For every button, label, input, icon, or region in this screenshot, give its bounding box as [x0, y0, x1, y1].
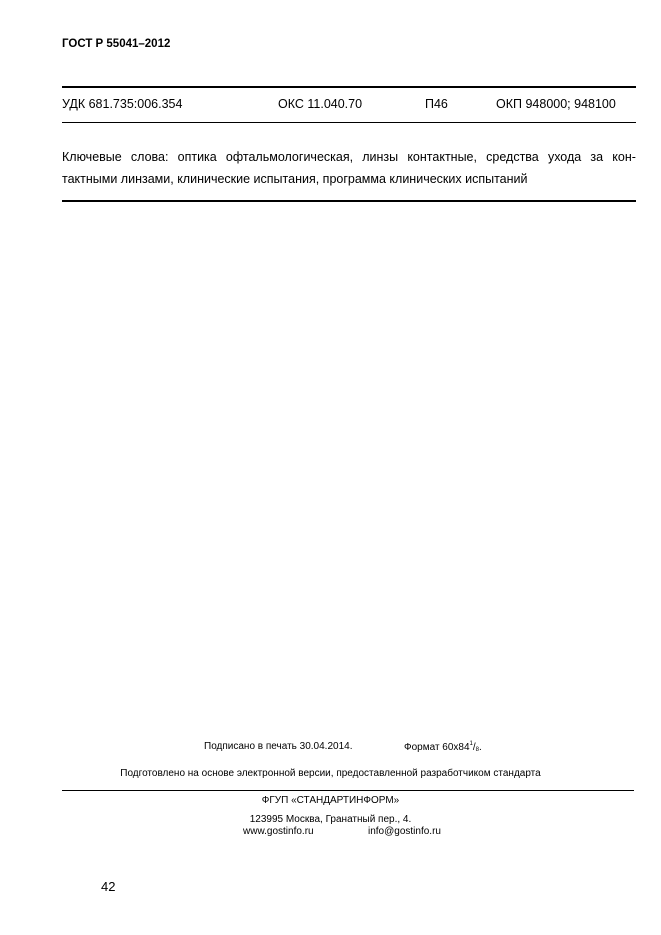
keyword-word: ухода: [547, 150, 582, 164]
publisher-name: ФГУП «СТАНДАРТИНФОРМ»: [261, 795, 400, 806]
keyword-word: кон-: [612, 150, 636, 164]
page-number: 42: [101, 879, 116, 894]
okp-code: ОКП 948000; 948100: [496, 97, 616, 111]
imprint-rule: [62, 790, 634, 791]
print-format: Формат $60x84^1/_8$.: [404, 741, 482, 753]
format-end: .: [479, 742, 482, 753]
format-numerator: 1: [469, 741, 473, 747]
keywords-block: [62, 146, 636, 190]
keyword-word: Ключевые: [62, 150, 122, 164]
keyword-word: офтальмологическая,: [225, 150, 354, 164]
keyword-word: средства: [486, 150, 539, 164]
keywords-line-1: [62, 146, 636, 168]
publisher-email: info@gostinfo.ru: [368, 826, 441, 837]
format-label: Формат 60x84: [404, 742, 470, 753]
top-rule: [62, 86, 636, 88]
keywords-rule: [62, 200, 636, 202]
group-code: П46: [425, 97, 448, 111]
standard-id-header: ГОСТ Р 55041–2012: [62, 38, 171, 50]
keyword-word: за: [590, 150, 604, 164]
keyword-word: оптика: [177, 150, 217, 164]
publisher-website: www.gostinfo.ru: [243, 826, 314, 837]
oks-code: ОКС 11.040.70: [278, 97, 363, 111]
keyword-word: слова:: [130, 150, 169, 164]
signed-to-print: Подписано в печать 30.04.2014.: [204, 741, 353, 752]
keywords-line-2: тактными линзами, клинические испытания, программа клинических испытаний: [62, 172, 528, 186]
publisher-address: 123995 Москва, Гранатный пер., 4.: [249, 814, 412, 825]
prepared-note: Подготовлено на основе электронной версии, предоставленной разработчиком стандарта: [120, 768, 541, 779]
format-denominator: 8: [475, 747, 480, 753]
keyword-word: линзы: [362, 150, 399, 164]
keyword-word: контактные,: [407, 150, 477, 164]
udk-code: УДК 681.735:006.354: [62, 97, 183, 111]
classification-rule: [62, 122, 636, 123]
